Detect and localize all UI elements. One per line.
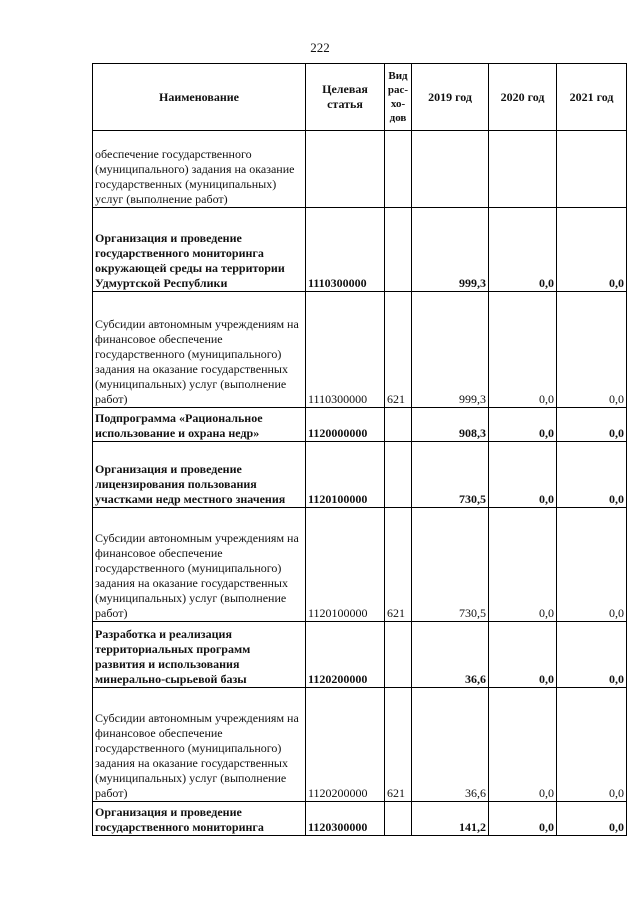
row-2020 (489, 131, 557, 208)
table-row (93, 622, 627, 688)
row-2020: 0,0 (489, 292, 557, 408)
row-2020: 0,0 (489, 208, 557, 292)
header-2020: 2020 год (489, 64, 557, 131)
row-code: 1120000000 (306, 408, 385, 442)
row-code: 1120200000 (306, 622, 385, 688)
row-type: 621 (385, 292, 412, 408)
budget-table (92, 63, 627, 836)
row-2021 (557, 131, 627, 208)
header-expense-type: Вид рас-хо-дов (385, 64, 412, 131)
row-type: 621 (385, 508, 412, 622)
table-row (93, 688, 627, 802)
row-code (306, 131, 385, 208)
row-2019: 36,6 (412, 622, 489, 688)
row-code: 1120200000 (306, 688, 385, 802)
row-name: Организация и проведение государственного мониторинга окружающей среды на территории Удмуртской Республики (93, 208, 306, 292)
row-2021: 0,0 (557, 408, 627, 442)
row-type (385, 442, 412, 508)
row-name: Субсидии автономным учреждениям на финансовое обеспечение государственного (муниципального) задания на оказание государственных (муниципальных) услуг (выполнение работ) (93, 292, 306, 408)
row-2019: 730,5 (412, 442, 489, 508)
row-2021: 0,0 (557, 208, 627, 292)
table-row (93, 131, 627, 208)
row-type (385, 408, 412, 442)
header-target-article: Целевая статья (306, 64, 385, 131)
header-2021: 2021 год (557, 64, 627, 131)
row-2021: 0,0 (557, 622, 627, 688)
row-type (385, 622, 412, 688)
row-name: Субсидии автономным учреждениям на финансовое обеспечение государственного (муниципального) задания на оказание государственных (муниципальных) услуг (выполнение работ) (93, 688, 306, 802)
row-name: Организация и проведение государственного мониторинга (93, 802, 306, 836)
row-2019: 730,5 (412, 508, 489, 622)
table-row (93, 208, 627, 292)
row-name: Разработка и реализация территориальных программ развития и использования минерально-сырьевой базы (93, 622, 306, 688)
page-number: 222 (310, 40, 330, 55)
row-2019: 999,3 (412, 208, 489, 292)
row-2019: 141,2 (412, 802, 489, 836)
table-header-row (93, 64, 627, 131)
row-2020: 0,0 (489, 622, 557, 688)
row-name: обеспечение государственного (муниципального) задания на оказание государственных (муниципальных) услуг (выполнение работ) (93, 131, 306, 208)
row-code: 1120100000 (306, 508, 385, 622)
row-2020: 0,0 (489, 802, 557, 836)
row-2021: 0,0 (557, 292, 627, 408)
row-code: 1120100000 (306, 442, 385, 508)
row-2019: 908,3 (412, 408, 489, 442)
row-2020: 0,0 (489, 408, 557, 442)
row-2019: 36,6 (412, 688, 489, 802)
row-name: Субсидии автономным учреждениям на финансовое обеспечение государственного (муниципального) задания на оказание государственных (муниципальных) услуг (выполнение работ) (93, 508, 306, 622)
row-type (385, 208, 412, 292)
row-2020: 0,0 (489, 508, 557, 622)
row-2021: 0,0 (557, 688, 627, 802)
row-2019: 999,3 (412, 292, 489, 408)
row-name: Подпрограмма «Рациональное использование и охрана недр» (93, 408, 306, 442)
row-code: 1120300000 (306, 802, 385, 836)
table-row (93, 802, 627, 836)
row-2020: 0,0 (489, 688, 557, 802)
header-2019: 2019 год (412, 64, 489, 131)
row-type (385, 131, 412, 208)
row-2019 (412, 131, 489, 208)
row-2020: 0,0 (489, 442, 557, 508)
row-2021: 0,0 (557, 442, 627, 508)
row-type (385, 802, 412, 836)
row-code: 1110300000 (306, 292, 385, 408)
row-type: 621 (385, 688, 412, 802)
table-row (93, 442, 627, 508)
header-name: Наименование (93, 64, 306, 131)
row-code: 1110300000 (306, 208, 385, 292)
row-name: Организация и проведение лицензирования пользования участками недр местного значения (93, 442, 306, 508)
table-row (93, 508, 627, 622)
table-row (93, 408, 627, 442)
row-2021: 0,0 (557, 508, 627, 622)
table-row (93, 292, 627, 408)
row-2021: 0,0 (557, 802, 627, 836)
